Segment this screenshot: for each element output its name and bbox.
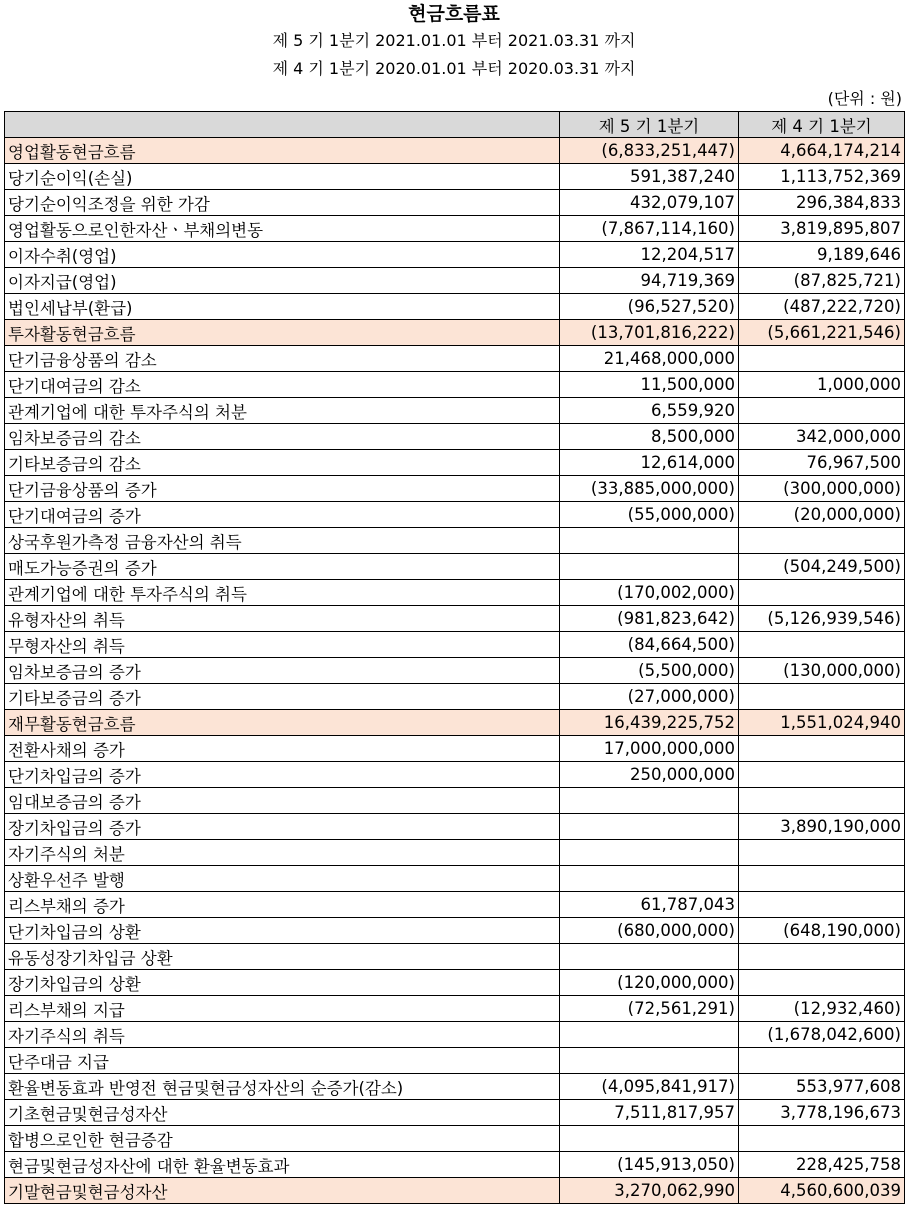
row-label: 단기차입금의 상환 xyxy=(5,918,560,944)
table-row xyxy=(5,1048,905,1074)
table-row xyxy=(5,554,905,580)
current-period-amount xyxy=(560,944,739,970)
current-period-amount: 432,079,107 xyxy=(560,190,739,216)
period-current: 제 5 기 1분기 2021.01.01 부터 2021.03.31 까지 xyxy=(272,31,636,50)
row-label: 이자지급(영업) xyxy=(5,268,560,294)
current-period-amount: (4,095,841,917) xyxy=(560,1074,739,1100)
row-label: 유동성장기차입금 상환 xyxy=(5,944,560,970)
prior-period-amount: 1,113,752,369 xyxy=(739,164,905,190)
cash-flow-table xyxy=(4,111,905,1204)
table-row xyxy=(5,1152,905,1178)
statement-title: 현금흐름표 xyxy=(408,3,500,25)
table-row xyxy=(5,372,905,398)
prior-period-amount: (5,661,221,546) xyxy=(739,320,905,346)
current-period-amount: (72,561,291) xyxy=(560,996,739,1022)
table-row xyxy=(5,684,905,710)
prior-period-amount: (12,932,460) xyxy=(739,996,905,1022)
current-period-amount: (33,885,000,000) xyxy=(560,476,739,502)
current-period-amount: (120,000,000) xyxy=(560,970,739,996)
table-row xyxy=(5,996,905,1022)
row-label: 자기주식의 처분 xyxy=(5,840,560,866)
table-row xyxy=(5,866,905,892)
row-label: 단기금융상품의 증가 xyxy=(5,476,560,502)
prior-period-amount xyxy=(739,866,905,892)
table-row xyxy=(5,580,905,606)
prior-period-amount: 3,778,196,673 xyxy=(739,1100,905,1126)
prior-period-amount xyxy=(739,632,905,658)
table-row xyxy=(5,970,905,996)
table-row xyxy=(5,502,905,528)
prior-period-amount: 9,189,646 xyxy=(739,242,905,268)
row-label: 상환우선주 발행 xyxy=(5,866,560,892)
table-row xyxy=(5,268,905,294)
prior-period-amount: 1,000,000 xyxy=(739,372,905,398)
row-label: 현금및현금성자산에 대한 환율변동효과 xyxy=(5,1152,560,1178)
prior-period-amount xyxy=(739,892,905,918)
current-period-amount xyxy=(560,866,739,892)
current-period-amount: (170,002,000) xyxy=(560,580,739,606)
row-label: 법인세납부(환급) xyxy=(5,294,560,320)
current-period-amount: (96,527,520) xyxy=(560,294,739,320)
row-label: 장기차입금의 증가 xyxy=(5,814,560,840)
current-period-amount: (145,913,050) xyxy=(560,1152,739,1178)
table-row xyxy=(5,736,905,762)
current-period-amount: 12,614,000 xyxy=(560,450,739,476)
row-label: 임차보증금의 증가 xyxy=(5,658,560,684)
current-period-amount: 21,468,000,000 xyxy=(560,346,739,372)
table-row xyxy=(5,320,905,346)
row-label: 단기대여금의 감소 xyxy=(5,372,560,398)
row-label: 리스부채의 지급 xyxy=(5,996,560,1022)
current-period-amount xyxy=(560,1126,739,1152)
current-period-amount xyxy=(560,1048,739,1074)
table-row xyxy=(5,242,905,268)
table-row xyxy=(5,138,905,164)
table-row xyxy=(5,658,905,684)
table-row xyxy=(5,476,905,502)
row-label: 단기차입금의 증가 xyxy=(5,762,560,788)
current-period-amount: (84,664,500) xyxy=(560,632,739,658)
current-period-amount: 6,559,920 xyxy=(560,398,739,424)
row-label: 임차보증금의 감소 xyxy=(5,424,560,450)
current-period-amount xyxy=(560,554,739,580)
row-label: 이자수취(영업) xyxy=(5,242,560,268)
row-label: 상국후원가측정 금융자산의 취득 xyxy=(5,528,560,554)
table-row xyxy=(5,606,905,632)
period-prior: 제 4 기 1분기 2020.01.01 부터 2020.03.31 까지 xyxy=(272,59,636,78)
prior-period-amount: 76,967,500 xyxy=(739,450,905,476)
table-row xyxy=(5,892,905,918)
unit-label: (단위 : 원) xyxy=(827,89,902,108)
current-period-amount: 11,500,000 xyxy=(560,372,739,398)
prior-period-amount xyxy=(739,346,905,372)
table-row xyxy=(5,528,905,554)
table-row xyxy=(5,762,905,788)
current-period-amount: (981,823,642) xyxy=(560,606,739,632)
prior-period-amount: 4,664,174,214 xyxy=(739,138,905,164)
row-label: 관계기업에 대한 투자주식의 취득 xyxy=(5,580,560,606)
row-label: 무형자산의 취득 xyxy=(5,632,560,658)
prior-period-amount xyxy=(739,684,905,710)
row-label: 당기순이익(손실) xyxy=(5,164,560,190)
prior-period-amount: (648,190,000) xyxy=(739,918,905,944)
table-body xyxy=(5,138,905,1204)
table-row xyxy=(5,1074,905,1100)
prior-period-amount: 3,890,190,000 xyxy=(739,814,905,840)
current-period-amount: 16,439,225,752 xyxy=(560,710,739,736)
row-label: 관계기업에 대한 투자주식의 처분 xyxy=(5,398,560,424)
prior-period-amount xyxy=(739,398,905,424)
row-label: 기초현금및현금성자산 xyxy=(5,1100,560,1126)
row-label: 기타보증금의 감소 xyxy=(5,450,560,476)
current-period-amount: (27,000,000) xyxy=(560,684,739,710)
prior-period-amount xyxy=(739,580,905,606)
current-period-amount: 3,270,062,990 xyxy=(560,1178,739,1204)
table-row xyxy=(5,1022,905,1048)
current-period-amount: (55,000,000) xyxy=(560,502,739,528)
table-row xyxy=(5,450,905,476)
row-label: 합병으로인한 현금증감 xyxy=(5,1126,560,1152)
current-period-amount: (680,000,000) xyxy=(560,918,739,944)
current-period-amount: (7,867,114,160) xyxy=(560,216,739,242)
table-row xyxy=(5,632,905,658)
table-row xyxy=(5,944,905,970)
prior-period-amount xyxy=(739,736,905,762)
row-label: 임대보증금의 증가 xyxy=(5,788,560,814)
header-label-cell xyxy=(5,112,560,138)
table-row xyxy=(5,190,905,216)
table-row xyxy=(5,840,905,866)
prior-period-amount: (130,000,000) xyxy=(739,658,905,684)
table-row xyxy=(5,710,905,736)
prior-period-amount: 296,384,833 xyxy=(739,190,905,216)
row-label: 매도가능증권의 증가 xyxy=(5,554,560,580)
prior-period-amount: (20,000,000) xyxy=(739,502,905,528)
prior-period-amount xyxy=(739,528,905,554)
current-period-amount: 17,000,000,000 xyxy=(560,736,739,762)
prior-period-amount: 553,977,608 xyxy=(739,1074,905,1100)
prior-period-amount: 228,425,758 xyxy=(739,1152,905,1178)
row-label: 재무활동현금흐름 xyxy=(5,710,560,736)
header-prior-period: 제 4 기 1분기 xyxy=(739,112,905,138)
table-row xyxy=(5,216,905,242)
prior-period-amount: (1,678,042,600) xyxy=(739,1022,905,1048)
current-period-amount xyxy=(560,840,739,866)
prior-period-amount xyxy=(739,944,905,970)
prior-period-amount xyxy=(739,788,905,814)
current-period-amount xyxy=(560,814,739,840)
row-label: 당기순이익조정을 위한 가감 xyxy=(5,190,560,216)
prior-period-amount: (504,249,500) xyxy=(739,554,905,580)
current-period-amount: 8,500,000 xyxy=(560,424,739,450)
prior-period-amount xyxy=(739,970,905,996)
table-row xyxy=(5,346,905,372)
current-period-amount: 250,000,000 xyxy=(560,762,739,788)
current-period-amount: (13,701,816,222) xyxy=(560,320,739,346)
current-period-amount: 591,387,240 xyxy=(560,164,739,190)
prior-period-amount: 3,819,895,807 xyxy=(739,216,905,242)
table-row xyxy=(5,294,905,320)
table-row xyxy=(5,918,905,944)
current-period-amount: 7,511,817,957 xyxy=(560,1100,739,1126)
prior-period-amount: (487,222,720) xyxy=(739,294,905,320)
prior-period-amount: (5,126,939,546) xyxy=(739,606,905,632)
prior-period-amount: 342,000,000 xyxy=(739,424,905,450)
row-label: 자기주식의 취득 xyxy=(5,1022,560,1048)
prior-period-amount xyxy=(739,840,905,866)
current-period-amount: 61,787,043 xyxy=(560,892,739,918)
table-row xyxy=(5,1126,905,1152)
prior-period-amount: (87,825,721) xyxy=(739,268,905,294)
table-row xyxy=(5,1100,905,1126)
prior-period-amount: (300,000,000) xyxy=(739,476,905,502)
current-period-amount: (6,833,251,447) xyxy=(560,138,739,164)
current-period-amount xyxy=(560,788,739,814)
current-period-amount: (5,500,000) xyxy=(560,658,739,684)
row-label: 영업활동으로인한자산ㆍ부채의변동 xyxy=(5,216,560,242)
prior-period-amount xyxy=(739,1126,905,1152)
row-label: 투자활동현금흐름 xyxy=(5,320,560,346)
prior-period-amount: 1,551,024,940 xyxy=(739,710,905,736)
prior-period-amount xyxy=(739,762,905,788)
row-label: 유형자산의 취득 xyxy=(5,606,560,632)
table-row xyxy=(5,424,905,450)
row-label: 전환사채의 증가 xyxy=(5,736,560,762)
table-row xyxy=(5,1178,905,1204)
row-label: 영업활동현금흐름 xyxy=(5,138,560,164)
prior-period-amount: 4,560,600,039 xyxy=(739,1178,905,1204)
table-row xyxy=(5,788,905,814)
current-period-amount: 12,204,517 xyxy=(560,242,739,268)
current-period-amount: 94,719,369 xyxy=(560,268,739,294)
row-label: 기말현금및현금성자산 xyxy=(5,1178,560,1204)
prior-period-amount xyxy=(739,1048,905,1074)
row-label: 리스부채의 증가 xyxy=(5,892,560,918)
row-label: 장기차입금의 상환 xyxy=(5,970,560,996)
header-current-period: 제 5 기 1분기 xyxy=(560,112,739,138)
row-label: 기타보증금의 증가 xyxy=(5,684,560,710)
row-label: 단기금융상품의 감소 xyxy=(5,346,560,372)
table-row xyxy=(5,398,905,424)
row-label: 단기대여금의 증가 xyxy=(5,502,560,528)
table-row xyxy=(5,164,905,190)
table-header-row xyxy=(5,112,905,138)
table-row xyxy=(5,814,905,840)
row-label: 단주대금 지급 xyxy=(5,1048,560,1074)
row-label: 환율변동효과 반영전 현금및현금성자산의 순증가(감소) xyxy=(5,1074,560,1100)
current-period-amount xyxy=(560,1022,739,1048)
current-period-amount xyxy=(560,528,739,554)
